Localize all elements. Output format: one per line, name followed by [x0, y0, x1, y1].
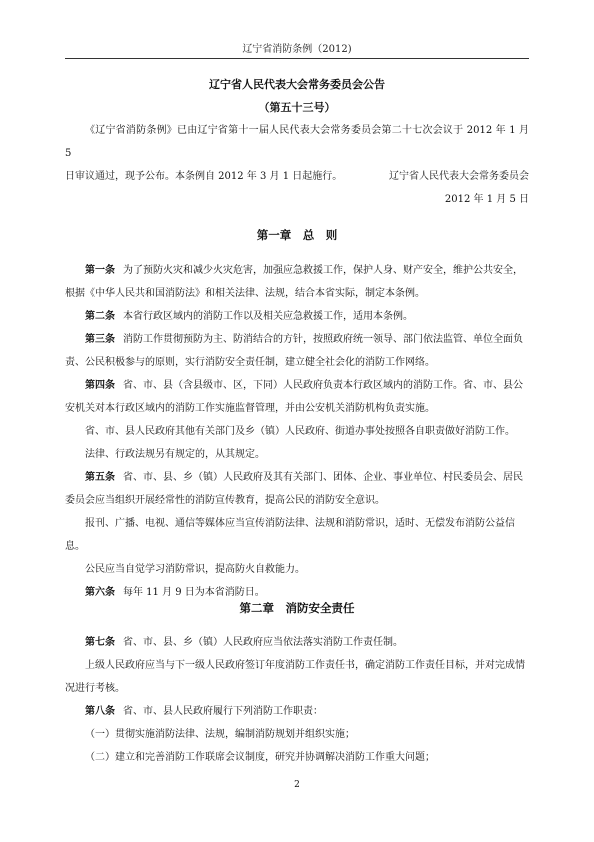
article-paragraph: 息。 [65, 541, 85, 552]
article-2 [65, 305, 529, 328]
article-paragraph: 公民应当自觉学习消防常识，提高防火自救能力。 [85, 564, 305, 575]
chapter-heading: 第二章 消防安全责任 [239, 601, 355, 615]
running-header: 辽宁省消防条例（2012) [242, 44, 352, 55]
article-paragraph: 上级人民政府应当与下一级人民政府签订年度消防工作责任书，确定消防工作责任目标，并对完成情 [85, 660, 525, 671]
announcement-date: 2012 年 1 月 5 日 [444, 194, 529, 205]
header-divider [65, 58, 529, 59]
article-text: 省、市、县（含县级市、区，下同）人民政府负责本行政区域内的消防工作。省、市、县公 [123, 380, 523, 391]
article-label: 第六条 [85, 587, 115, 598]
article-4 [65, 374, 529, 466]
article-text: 省、市、县、乡（镇）人民政府应当依法落实消防工作责任制。 [123, 637, 403, 648]
article-text: 省、市、县、乡（镇）人民政府及其有关部门、团体、企业、事业单位、村民委员会、居民 [123, 472, 523, 483]
article-label: 第八条 [85, 706, 115, 717]
article-5 [65, 466, 529, 581]
article-text: 为了预防火灾和减少火灾危害，加强应急救援工作，保护人身、财产安全，维护公共安全， [123, 265, 523, 276]
article-text: 每年 11 月 9 日为本省消防日。 [123, 587, 265, 598]
article-text: 委员会应当组织开展经常性的消防宣传教育，提高公民的消防安全意识。 [65, 495, 385, 506]
article-label: 第五条 [85, 472, 115, 483]
article-8 [65, 700, 529, 769]
article-7 [65, 631, 529, 700]
announcement-body-line: 日审议通过，现予公布。本条例自 2012 年 3 月 1 日起施行。 [65, 171, 343, 182]
announcement-issuer: 辽宁省人民代表大会常务委员会 [389, 171, 529, 182]
article-1 [65, 259, 529, 305]
list-item: （二）建立和完善消防工作联席会议制度，研究并协调解决消防工作重大问题； [85, 752, 435, 763]
article-label: 第三条 [85, 334, 115, 345]
article-paragraph: 况进行考核。 [65, 683, 125, 694]
article-text: 本省行政区域内的消防工作以及相关应急救援工作，适用本条例。 [123, 311, 413, 322]
article-3 [65, 328, 529, 374]
article-text: 根据《中华人民共和国消防法》和相关法律、法规，结合本省实际，制定本条例。 [65, 288, 425, 299]
article-text: 责、公民积极参与的原则，实行消防安全责任制，建立健全社会化的消防工作网络。 [65, 357, 435, 368]
article-paragraph: 法律、行政法规另有规定的，从其规定。 [85, 449, 265, 460]
article-label: 第一条 [85, 265, 115, 276]
article-label: 第四条 [85, 380, 115, 391]
announcement-body-line: 《辽宁省消防条例》已由辽宁省第十一届人民代表大会常务委员会第二十七次会议于 2012 年 1 月 5 [65, 125, 529, 159]
article-label: 第七条 [85, 637, 115, 648]
article-paragraph: 报刊、广播、电视、通信等媒体应当宣传消防法律、法规和消防常识，适时、无偿发布消防公益信 [85, 518, 515, 529]
announcement-number: （第五十三号） [258, 101, 336, 114]
article-text: 消防工作贯彻预防为主、防消结合的方针，按照政府统一领导、部门依法监管、单位全面负 [123, 334, 523, 345]
article-paragraph: 省、市、县人民政府其他有关部门及乡（镇）人民政府、街道办事处按照各自职责做好消防工作。 [85, 426, 515, 437]
page-number: 2 [294, 780, 300, 790]
chapter-heading: 第一章 总 则 [256, 228, 338, 242]
list-item: （一）贯彻实施消防法律、法规，编制消防规划并组织实施； [85, 729, 355, 740]
article-label: 第二条 [85, 311, 115, 322]
article-text: 安机关对本行政区域内的消防工作实施监督管理，并由公安机关消防机构负责实施。 [65, 403, 435, 414]
announcement-title: 辽宁省人民代表大会常务委员会公告 [209, 78, 385, 91]
article-text: 省、市、县人民政府履行下列消防工作职责： [123, 706, 323, 717]
